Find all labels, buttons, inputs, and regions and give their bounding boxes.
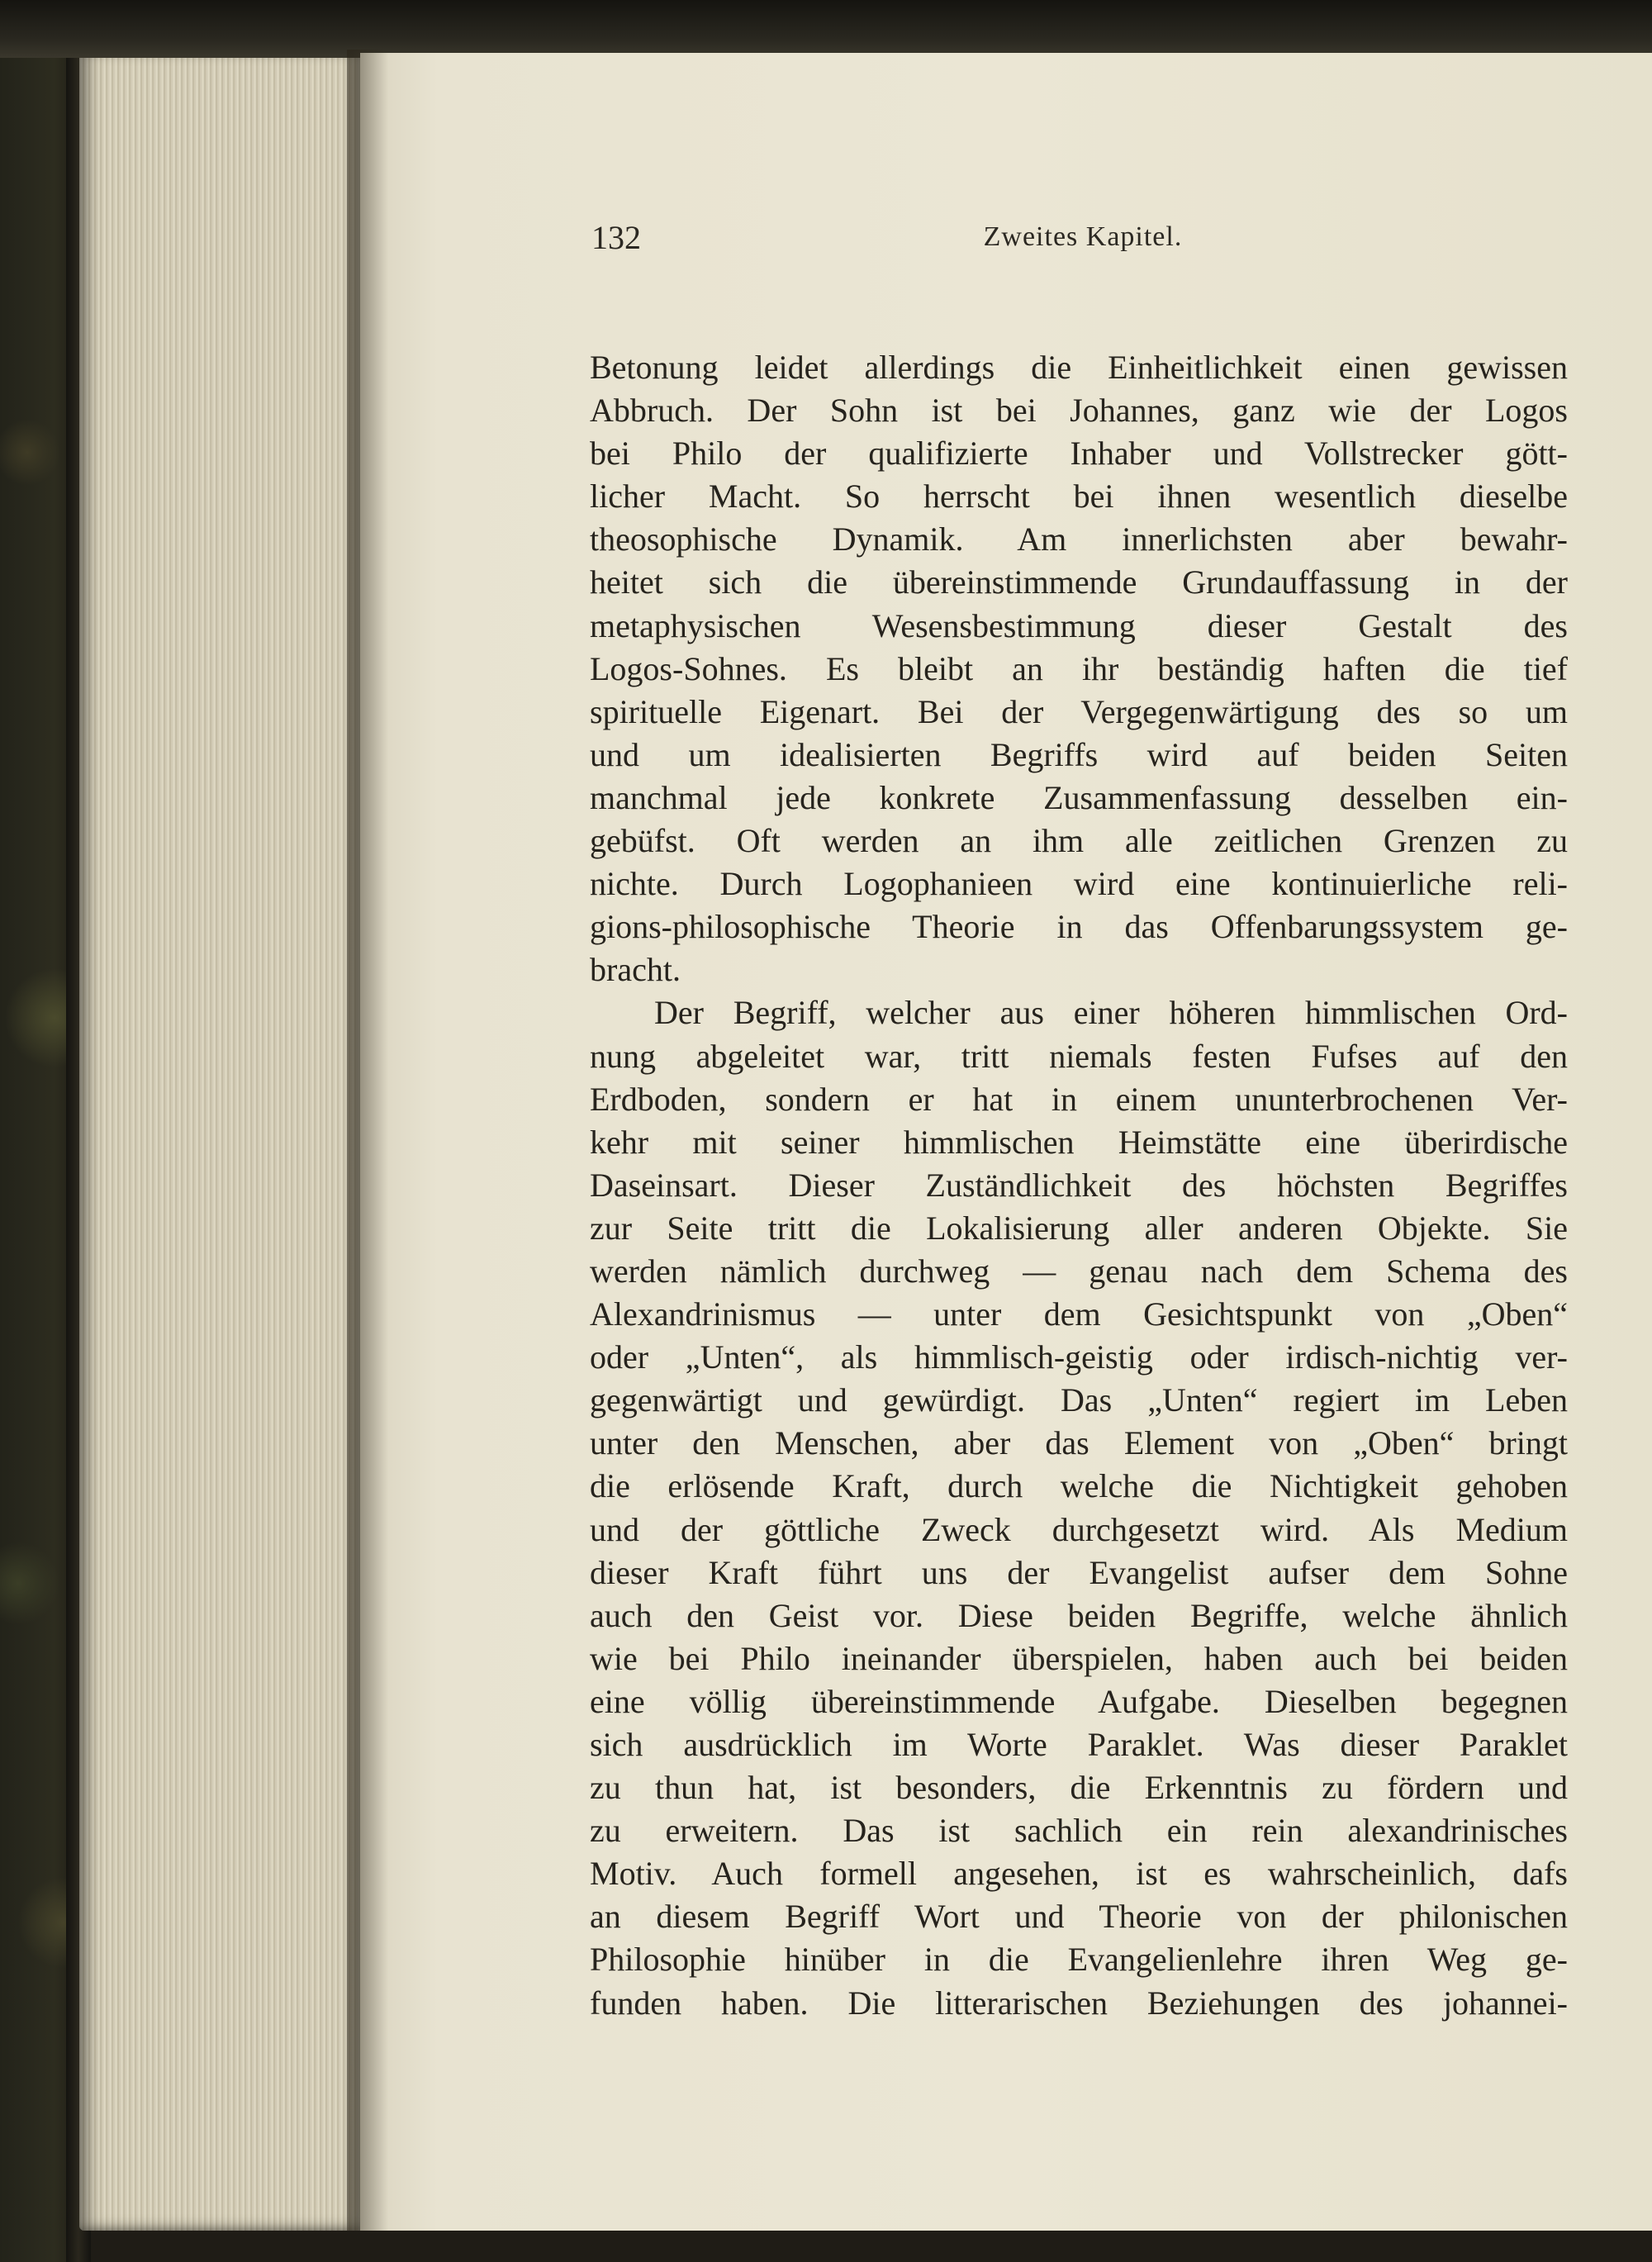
text-line: nung abgeleitet war, tritt niemals festen Fufses auf den bbox=[590, 1037, 1568, 1075]
text-line: und der göttliche Zweck durchgesetzt wird. Als Medium bbox=[590, 1510, 1568, 1548]
text-line: Erdboden, sondern er hat in einem ununterbrochenen Ver- bbox=[590, 1080, 1568, 1118]
text-line: Alexandrinismus — unter dem Gesichtspunkt von „Oben“ bbox=[590, 1295, 1568, 1333]
paragraph-1 bbox=[590, 346, 1568, 991]
page-edges bbox=[79, 50, 360, 2231]
text-line: funden haben. Die litterarischen Beziehungen des johannei- bbox=[590, 1984, 1568, 2022]
text-line: bracht. bbox=[590, 951, 681, 989]
text-line: Philosophie hinüber in die Evangelienlehre ihren Weg ge- bbox=[590, 1941, 1568, 1979]
chapter-title: Zweites Kapitel. bbox=[983, 221, 1183, 252]
text-line: unter den Menschen, aber das Element von „Oben“ bringt bbox=[590, 1424, 1568, 1462]
text-line: gions-philosophische Theorie in das Offenbarungssystem ge- bbox=[590, 908, 1568, 946]
text-line: an diesem Begriff Wort und Theorie von der philonischen bbox=[590, 1898, 1568, 1936]
text-line: Abbruch. Der Sohn ist bei Johannes, ganz wie der Logos bbox=[590, 392, 1568, 430]
text-line: die erlösende Kraft, durch welche die Nichtigkeit gehoben bbox=[590, 1467, 1568, 1505]
text-line: licher Macht. So herrscht bei ihnen wesentlich dieselbe bbox=[590, 478, 1568, 516]
text-line: zu thun hat, ist besonders, die Erkenntnis zu fördern und bbox=[590, 1769, 1568, 1807]
running-head bbox=[591, 218, 1574, 276]
text-line: oder „Unten“, als himmlisch-geistig oder irdisch-nichtig ver- bbox=[590, 1338, 1568, 1376]
background-top bbox=[0, 0, 1652, 58]
book-page bbox=[360, 53, 1652, 2231]
text-line: Daseinsart. Dieser Zuständlichkeit des höchsten Begriffes bbox=[590, 1166, 1568, 1204]
text-line: kehr mit seiner himmlischen Heimstätte eine überirdische bbox=[590, 1123, 1568, 1161]
paragraph-2 bbox=[590, 991, 1568, 2024]
text-line: gegenwärtigt und gewürdigt. Das „Unten“ regiert im Leben bbox=[590, 1381, 1568, 1419]
text-line: eine völlig übereinstimmende Aufgabe. Dieselben begegnen bbox=[590, 1682, 1568, 1720]
text-line: zu erweitern. Das ist sachlich ein rein alexandrinisches bbox=[590, 1812, 1568, 1850]
text-line: sich ausdrücklich im Worte Paraklet. Was dieser Paraklet bbox=[590, 1726, 1568, 1763]
text-line: werden nämlich durchweg — genau nach dem Schema des bbox=[590, 1252, 1568, 1290]
text-line: heitet sich die übereinstimmende Grundauffassung in der bbox=[590, 563, 1568, 601]
text-line: manchmal jede konkrete Zusammenfassung desselben ein- bbox=[590, 778, 1568, 816]
text-line: und um idealisierten Begriffs wird auf beiden Seiten bbox=[590, 735, 1568, 773]
text-line: nichte. Durch Logophanieen wird eine kontinuierliche reli- bbox=[590, 865, 1568, 903]
text-line: auch den Geist vor. Diese beiden Begriffe, welche ähnlich bbox=[590, 1596, 1568, 1634]
text-line: zur Seite tritt die Lokalisierung aller anderen Objekte. Sie bbox=[590, 1209, 1568, 1247]
body-text bbox=[590, 346, 1568, 2025]
text-line: spirituelle Eigenart. Bei der Vergegenwärtigung des so um bbox=[590, 692, 1568, 730]
text-line: metaphysischen Wesensbestimmung dieser Gestalt des bbox=[590, 606, 1568, 644]
text-line: theosophische Dynamik. Am innerlichsten aber bewahr- bbox=[590, 520, 1568, 558]
text-line: Logos-Sohnes. Es bleibt an ihr beständig haften die tief bbox=[590, 649, 1568, 687]
text-line: Der Begriff, welcher aus einer höheren himmlischen Ord- bbox=[654, 994, 1568, 1032]
text-line: wie bei Philo ineinander überspielen, haben auch bei beiden bbox=[590, 1639, 1568, 1677]
text-line: gebüfst. Oft werden an ihm alle zeitlichen Grenzen zu bbox=[590, 822, 1568, 860]
text-line: dieser Kraft führt uns der Evangelist aufser dem Sohne bbox=[590, 1553, 1568, 1591]
text-line: Motiv. Auch formell angesehen, ist es wahrscheinlich, dafs bbox=[590, 1855, 1568, 1893]
text-line: bei Philo der qualifizierte Inhaber und Vollstrecker gött- bbox=[590, 435, 1568, 473]
text-line: Betonung leidet allerdings die Einheitlichkeit einen gewissen bbox=[590, 349, 1568, 386]
page-number: 132 bbox=[591, 219, 641, 256]
gutter-shadow bbox=[347, 50, 388, 2231]
